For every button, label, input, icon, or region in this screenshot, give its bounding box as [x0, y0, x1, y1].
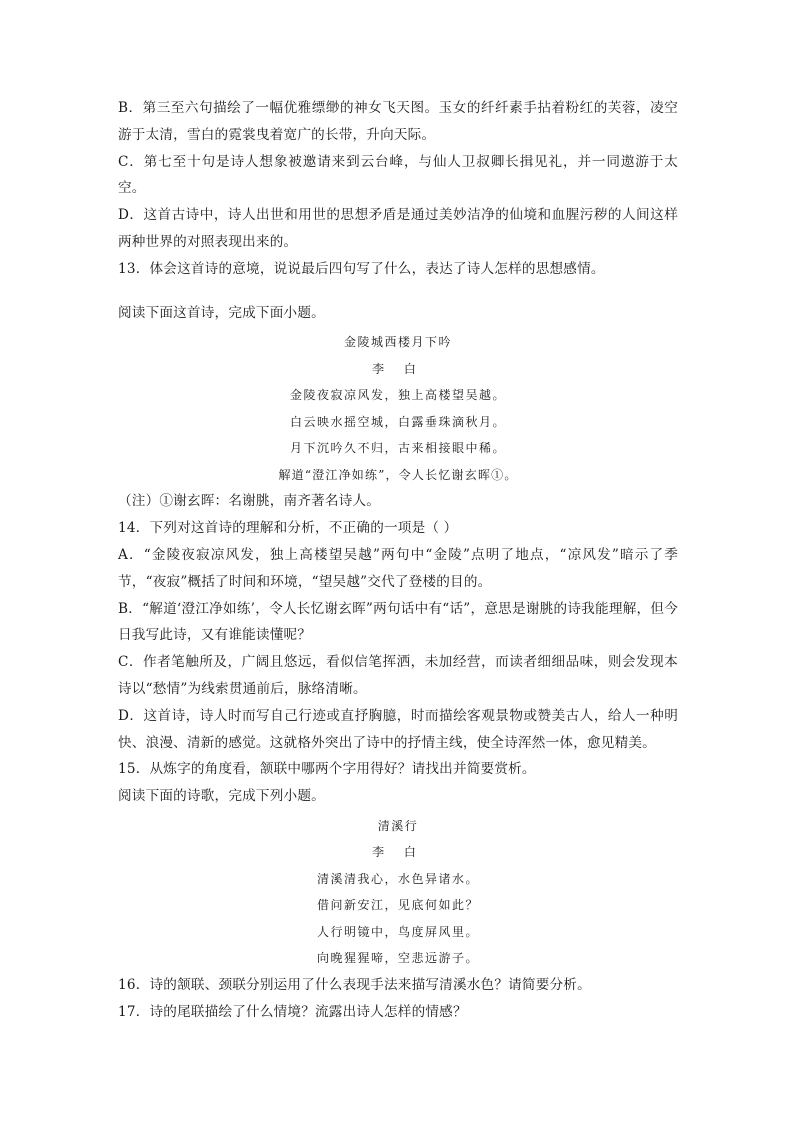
poem-title: 清溪行 [377, 818, 419, 833]
question-15: 15．从炼字的角度看，颔联中哪两个字用得好？请找出并简要赏析。 [118, 761, 536, 778]
poem-line: 解道“澄江净如练”，令人长忆谢玄晖①。 [278, 467, 518, 482]
poem-line: 清溪清我心，水色异诸水。 [316, 871, 479, 886]
question-16: 16．诗的颔联、颈联分别运用了什么表现手法来描写清溪水色？请简要分析。 [118, 976, 591, 993]
poem-line: 月下沉吟久不归，古来相接眼中稀。 [289, 441, 506, 456]
poem-note: （注）①谢玄晖：名谢朓，南齐著名诗人。 [118, 493, 381, 510]
poem-line: 白云映水摇空城，白露垂珠滴秋月。 [289, 414, 506, 429]
question-13: 13．体会这首诗的意境，说说最后四句写了什么，表达了诗人怎样的思想感情。 [118, 260, 605, 277]
poem-author: 李 白 [372, 845, 424, 860]
option-c-text: C．作者笔触所及，广阔且悠远，看似信笔挥洒，未加经营，而读者细细品味，则会发现本诗以“愁情”为线索贯通前后，脉络清晰。 [118, 654, 678, 697]
section-spacer [118, 283, 678, 300]
option-a-text: A．“金陵夜寂凉风发，独上高楼望吴越”两句中“金陵”点明了地点，“凉风发”暗示了季节，“夜寂”概括了时间和环境，“望吴越”交代了登楼的目的。 [118, 546, 678, 590]
poem-title: 金陵城西楼月下吟 [343, 335, 452, 350]
option-c-text: C．第七至十句是诗人想象被邀请来到云台峰，与仙人卫叔卿长揖见礼，并一同遨游于太空。 [118, 153, 678, 197]
question-14: 14．下列对这首诗的理解和分析，不正确的一项是（ ） [118, 520, 458, 537]
poem-line: 借问新安江，见底何如此？ [316, 898, 479, 913]
question-17: 17．诗的尾联描绘了什么情境？流露出诗人怎样的情感？ [118, 1003, 467, 1020]
poem-line: 人行明镜中，鸟度屏风里。 [316, 924, 479, 939]
option-d-text: D．这首诗，诗人时而写自己行迹或直抒胸臆，时而描绘客观景物或赞美古人，给人一种明快、浪漫、清新的感觉。这就格外突出了诗中的抒情主线，使全诗浑然一体，愈见精美。 [118, 707, 678, 751]
option-b-text: B．“解道‘澄江净如练’，令人长忆谢玄晖”两句话中有“话”，意思是谢朓的诗我能理解，但今日我写此诗，又有谁能读懂呢？ [118, 600, 678, 644]
option-b-text: B．第三至六句描绘了一幅优雅缥缈的神女飞天图。玉女的纤纤素手拈着粉红的芙蓉，凌空游于太清，雪白的霓裳曳着宽广的长带，升向天际。 [118, 100, 678, 143]
poem-author: 李 白 [372, 361, 424, 376]
poem-line: 向晚猩猩啼，空悲远游子。 [316, 951, 479, 966]
reading-intro: 阅读下面这首诗，完成下面小题。 [118, 304, 325, 321]
reading-intro: 阅读下面的诗歌，完成下列小题。 [118, 788, 325, 805]
document-page [118, 95, 678, 1026]
option-d-text: D．这首古诗中，诗人出世和用世的思想矛盾是通过美妙洁净的仙境和血腥污秽的人间这样两种世界的对照表现出来的。 [118, 207, 678, 250]
poem-line: 金陵夜寂凉风发，独上高楼望吴越。 [289, 388, 506, 403]
